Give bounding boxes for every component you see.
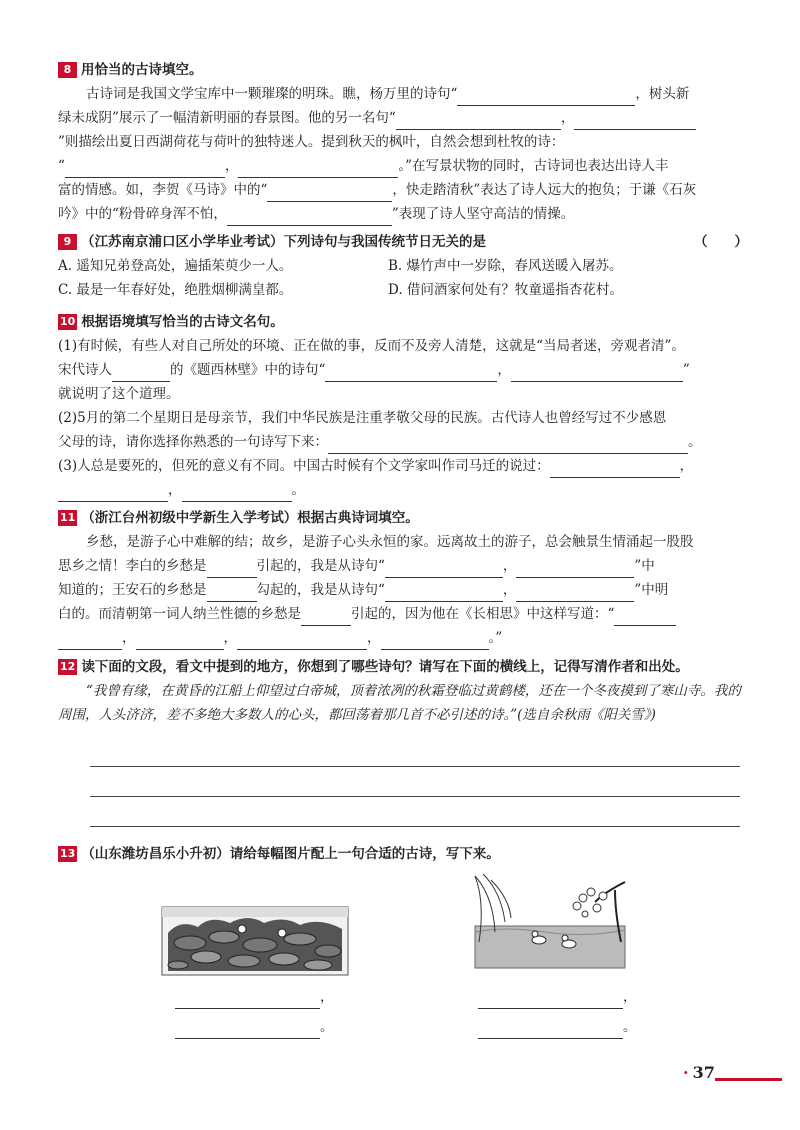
question-10-line: [58, 406, 748, 430]
answer-blank[interactable]: [58, 485, 168, 502]
answer-blank[interactable]: [574, 113, 696, 130]
text: ，: [502, 582, 517, 598]
question-9-options: [58, 254, 748, 302]
text: ，: [168, 482, 182, 498]
question-number-12: 12: [60, 660, 76, 673]
question-12-title: 读下面的文段，看文中提到的地方，你想到了哪些诗句？请写在下面的横线上，记得写清作者和出处。: [81, 659, 689, 675]
answer-blank[interactable]: [396, 113, 561, 130]
answer-blank[interactable]: [136, 633, 224, 650]
text: 引起的，我是从诗句“: [256, 558, 385, 574]
question-10: [58, 310, 748, 502]
text: 父母的诗，请你选择你熟悉的一句诗写下来：: [58, 434, 328, 450]
answer-blank[interactable]: [227, 209, 392, 226]
question-12: [58, 655, 748, 727]
question-9: [58, 230, 748, 302]
answer-blank[interactable]: [238, 161, 398, 178]
text: 就说明了这个道理。: [58, 386, 180, 402]
question-10-line: [58, 430, 748, 454]
question-8-line: [58, 130, 748, 154]
text: ，: [497, 362, 511, 378]
question-8-line: [58, 154, 748, 178]
answer-blank[interactable]: [381, 633, 489, 650]
question-11-heading: [58, 506, 748, 530]
text: ，: [122, 630, 136, 646]
question-8-title: 用恰当的古诗填空。: [81, 62, 203, 78]
question-10-line: [58, 454, 748, 478]
question-12-passage: “我曾有缘，在黄昏的江船上仰望过白帝城，顶着浓冽的秋霜登临过黄鹤楼，还在一个冬夜摸到了寒山寺。我的周围，人头济济，差不多绝大多数人的心头，都回荡着那几首不必引述的诗。”(选自余秋雨《阳关雪》): [58, 683, 741, 723]
text: 。: [320, 1019, 334, 1035]
text: ，: [623, 989, 637, 1005]
question-10-line: [58, 478, 748, 502]
answer-blank[interactable]: [550, 461, 680, 478]
option-c[interactable]: C. 最是一年春好处，绝胜烟柳满皇都。: [58, 282, 293, 298]
text: ，: [223, 630, 237, 646]
lotus-pond-image: [160, 893, 350, 978]
question-8-body: [58, 82, 748, 106]
text: 引起的，因为他在《长相思》中这样写道：“: [351, 606, 615, 622]
question-11-title: （浙江台州初级中学新生入学考试）根据古典诗词填空。: [81, 510, 419, 526]
question-11-line: [58, 578, 748, 602]
question-11-line: [58, 602, 748, 626]
question-11-line: [58, 530, 748, 554]
text: 勾起的，我是从诗句“: [256, 582, 385, 598]
answer-blank[interactable]: [58, 633, 122, 650]
option-a[interactable]: A. 遥知兄弟登高处，遍插茱萸少一人。: [58, 258, 293, 274]
answer-blank[interactable]: [65, 161, 225, 178]
answer-blank[interactable]: [385, 585, 503, 602]
answer-blank[interactable]: [237, 633, 367, 650]
answer-blank[interactable]: [175, 992, 320, 1009]
question-number-10: 10: [60, 315, 76, 328]
answer-blank[interactable]: [511, 365, 683, 382]
question-10-line: [58, 334, 748, 358]
text: 绿未成阴”展示了一幅清新明丽的春景图。他的另一名句“: [58, 110, 396, 126]
option-d[interactable]: D. 借问酒家何处有？牧童遥指杏花村。: [388, 282, 623, 298]
question-10-line: [58, 382, 748, 406]
page-dot: ·: [683, 1063, 689, 1082]
text: ”: [682, 362, 690, 378]
answer-blank[interactable]: [328, 437, 688, 454]
text: ，: [224, 158, 239, 174]
text: ，快走踏清秋”表达了诗人远大的抱负；于谦《石灰: [392, 182, 697, 198]
answer-parentheses[interactable]: （ ）: [694, 234, 748, 250]
text: ，树头新: [635, 86, 690, 102]
question-8-heading: [58, 58, 748, 82]
answer-blank[interactable]: [614, 609, 676, 626]
answer-blank[interactable]: [457, 89, 635, 106]
text: ”表现了诗人坚守高洁的情操。: [391, 206, 575, 222]
text: ”中明: [634, 582, 669, 598]
text: ，: [320, 989, 334, 1005]
answer-blank[interactable]: [478, 1022, 623, 1039]
text: 宋代诗人: [58, 362, 112, 378]
answer-blank[interactable]: [267, 185, 392, 202]
question-10-heading: [58, 310, 748, 334]
question-9-heading: [58, 230, 748, 254]
question-8-line: [58, 106, 748, 130]
question-number-13: 13: [60, 847, 76, 860]
text: (1)有时候，有些人对自己所处的环境、正在做的事，反而不及旁人清楚，这就是“当局者迷，旁观者清”。: [58, 338, 685, 354]
question-13-heading: [58, 842, 748, 866]
text: ，: [367, 630, 381, 646]
text: 富的情感。如，李贺《马诗》中的“: [58, 182, 268, 198]
text: 古诗词是我国文学宝库中一颗璀璨的明珠。瞧，杨万里的诗句“: [86, 86, 458, 102]
text: 白的。而清朝第一词人纳兰性德的乡愁是: [58, 606, 301, 622]
text: 。: [688, 434, 702, 450]
willow-ducks-image: [465, 872, 635, 972]
text: 乡愁，是游子心中难解的结；故乡，是游子心头永恒的家。远离故土的游子，总会触景生情涌起一股股: [86, 534, 694, 550]
text: “: [58, 158, 65, 174]
text: 。: [291, 482, 305, 498]
answer-blank[interactable]: [516, 561, 634, 578]
question-11-line: [58, 626, 748, 650]
text: (3)人总是要死的，但死的意义有不同。中国古时候有个文学家叫作司马迁的说过：: [58, 458, 550, 474]
question-9-title: （江苏南京浦口区小学毕业考试）下列诗句与我国传统节日无关的是: [81, 234, 486, 250]
picture-1-answers: [175, 985, 375, 1039]
answer-blank[interactable]: [516, 585, 634, 602]
answer-blank[interactable]: [112, 365, 170, 382]
option-b[interactable]: B. 爆竹声中一岁除，春风送暖入屠苏。: [388, 258, 623, 274]
text: ，: [560, 110, 575, 126]
question-13-title: （山东潍坊昌乐小升初）请给每幅图片配上一句合适的古诗，写下来。: [81, 846, 500, 862]
page-number-rule: [715, 1078, 782, 1081]
answer-blank[interactable]: [175, 1022, 320, 1039]
text: 。: [623, 1019, 637, 1035]
answer-blank[interactable]: [478, 992, 623, 1009]
answer-blank[interactable]: [207, 561, 257, 578]
text: ，: [502, 558, 517, 574]
question-13: [58, 842, 748, 866]
question-8-line: [58, 202, 748, 226]
page-number-text: 37: [692, 1063, 715, 1082]
answer-line[interactable]: [90, 826, 740, 827]
question-number-11: 11: [60, 511, 76, 524]
answer-line[interactable]: [90, 796, 740, 797]
answer-blank[interactable]: [385, 561, 503, 578]
answer-line[interactable]: [90, 766, 740, 767]
text: (2)5月的第二个星期日是母亲节，我们中华民族是注重孝敬父母的民族。古代诗人也曾经写过不少感恩: [58, 410, 667, 426]
question-10-title: 根据语境填写恰当的古诗文名句。: [81, 314, 284, 330]
text: 。”在写景状物的同时，古诗词也表达出诗人丰: [398, 158, 669, 174]
text: ，: [679, 458, 694, 474]
picture-2-answers: [478, 985, 678, 1039]
text: ”则描绘出夏日西湖荷花与荷叶的独特迷人。提到秋天的枫叶，自然会想到杜牧的诗：: [58, 134, 565, 150]
question-11-line: [58, 554, 748, 578]
question-10-line: [58, 358, 748, 382]
page-number: [683, 1063, 715, 1082]
text: 知道的；王安石的乡愁是: [58, 582, 207, 598]
text: 。”: [488, 630, 503, 646]
text: ”中: [634, 558, 655, 574]
answer-blank[interactable]: [325, 365, 497, 382]
text: 的《题西林壁》中的诗句“: [170, 362, 326, 378]
text: 思乡之情！李白的乡愁是: [58, 558, 207, 574]
answer-blank[interactable]: [182, 485, 292, 502]
question-8: [58, 58, 748, 226]
answer-blank[interactable]: [207, 585, 257, 602]
question-12-heading: [58, 655, 748, 679]
question-number-9: 9: [58, 234, 77, 250]
text: 吟》中的“粉骨碎身浑不怕，: [58, 206, 227, 222]
question-number-8: 8: [58, 62, 77, 78]
question-11: [58, 506, 748, 650]
answer-blank[interactable]: [301, 609, 351, 626]
question-8-line: [58, 178, 748, 202]
